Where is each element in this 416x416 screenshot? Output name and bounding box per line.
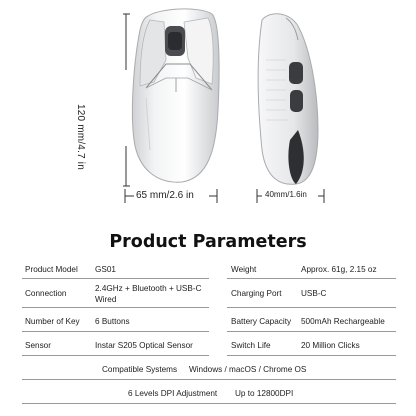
width-dimension-label: 65 mm/2.6 in [136, 190, 194, 201]
divider [22, 307, 209, 308]
section-title: Product Parameters [109, 232, 307, 252]
spec-key: Weight [231, 265, 257, 274]
spec-value: Approx. 61g, 2.15 oz [301, 265, 377, 274]
spec-value: USB-C [301, 289, 327, 298]
spec-value: 6 Buttons [95, 317, 130, 326]
spec-value: 500mAh Rechargeable [301, 317, 385, 326]
divider [22, 379, 396, 380]
spec-key: Sensor [25, 341, 51, 350]
compatible-label: Compatible Systems [102, 365, 178, 374]
height-dimension-label: 120 mm/4.7 in [75, 104, 86, 170]
dpi-label: 6 Levels DPI Adjustment [128, 389, 218, 398]
spec-value: Instar S205 Optical Sensor [95, 341, 193, 350]
mouse-top-view [132, 9, 219, 182]
spec-key: Charging Port [231, 289, 282, 298]
spec-key: Product Model [25, 265, 78, 274]
spec-key: Battery Capacity [231, 317, 292, 326]
spec-key: Number of Key [25, 317, 80, 326]
dpi-value: Up to 12800DPI [235, 389, 294, 398]
divider [22, 331, 209, 332]
compatible-value: Windows / macOS / Chrome OS [189, 365, 307, 374]
mouse-side-view [258, 14, 318, 185]
spec-value: GS01 [95, 265, 116, 274]
divider [22, 403, 396, 404]
divider [227, 307, 396, 308]
divider [227, 331, 396, 332]
divider [227, 278, 396, 279]
spec-key: Switch Life [231, 341, 271, 350]
divider [22, 278, 209, 279]
spec-value: 2.4GHz + Bluetooth + USB-C Wired [95, 284, 202, 304]
divider [227, 355, 396, 356]
height-dimension-bracket [123, 14, 130, 186]
side-width-dimension-label: 40mm/1.6in [265, 190, 307, 199]
divider [22, 355, 209, 356]
spec-key: Connection [25, 289, 67, 298]
spec-value: 20 Million Clicks [301, 341, 360, 350]
